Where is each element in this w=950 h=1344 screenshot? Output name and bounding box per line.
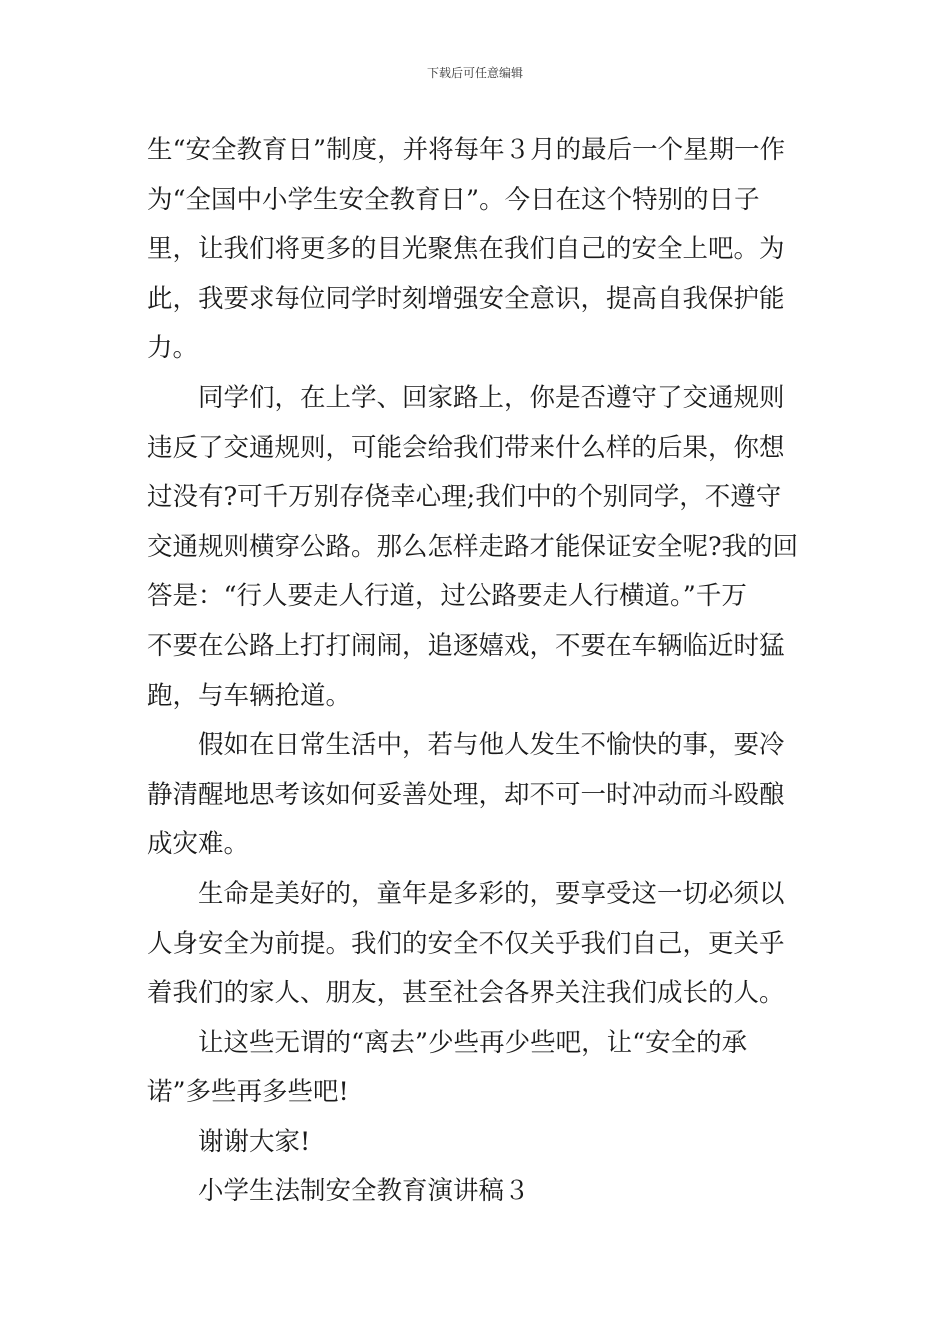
text-line: 成灾难。 <box>147 829 250 860</box>
text-line: 力。 <box>147 333 199 364</box>
text-line: 答是：“行人要走人行道，过公路要走人行横道。”千万 <box>147 581 747 612</box>
page-header: 下载后可任意编辑 <box>426 66 523 80</box>
text-line: 静清醒地思考该如何妥善处理，却不可一时冲动而斗殴酿 <box>147 779 785 810</box>
text-line: 过没有?可千万别存侥幸心理;我们中的个别同学，不遵守 <box>147 482 782 513</box>
text-line: 违反了交通规则，可能会给我们带来什么样的后果，你想 <box>147 432 785 463</box>
text-line: 为“全国中小学生安全教育日”。今日在这个特别的日子 <box>147 184 760 215</box>
text-line: 里，让我们将更多的目光聚焦在我们自己的安全上吧。为 <box>147 234 785 265</box>
text-line: 不要在公路上打打闹闹，追逐嬉戏，不要在车辆临近时猛 <box>147 630 785 661</box>
paragraph-start-line: 生命是美好的，童年是多彩的，要享受这一切必须以 <box>198 878 785 909</box>
text-line: 交通规则横穿公路。那么怎样走路才能保证安全呢?我的回 <box>147 531 799 562</box>
closing-line: 谢谢大家! <box>198 1126 311 1157</box>
paragraph-start-line: 同学们，在上学、回家路上，你是否遵守了交通规则 <box>198 382 785 413</box>
paragraph-start-line: 假如在日常生活中，若与他人发生不愉快的事，要冷 <box>198 730 785 761</box>
text-line: 生“安全教育日”制度，并将每年３月的最后一个星期一作 <box>147 135 786 165</box>
section-title: 小学生法制安全教育演讲稿３ <box>198 1176 530 1207</box>
document-body <box>147 126 807 1217</box>
text-line: 诺”多些再多些吧! <box>147 1077 349 1108</box>
text-line: 着我们的家人、朋友，甚至社会各界关注我们成长的人。 <box>147 978 785 1009</box>
text-line: 人身安全为前提。我们的安全不仅关乎我们自己，更关乎 <box>147 928 785 959</box>
text-line: 跑，与车辆抢道。 <box>147 680 352 711</box>
text-line: 此，我要求每位同学时刻增强安全意识，提高自我保护能 <box>147 283 785 314</box>
paragraph-start-line: 让这些无谓的“离去”少些再少些吧，让“安全的承 <box>198 1027 748 1058</box>
